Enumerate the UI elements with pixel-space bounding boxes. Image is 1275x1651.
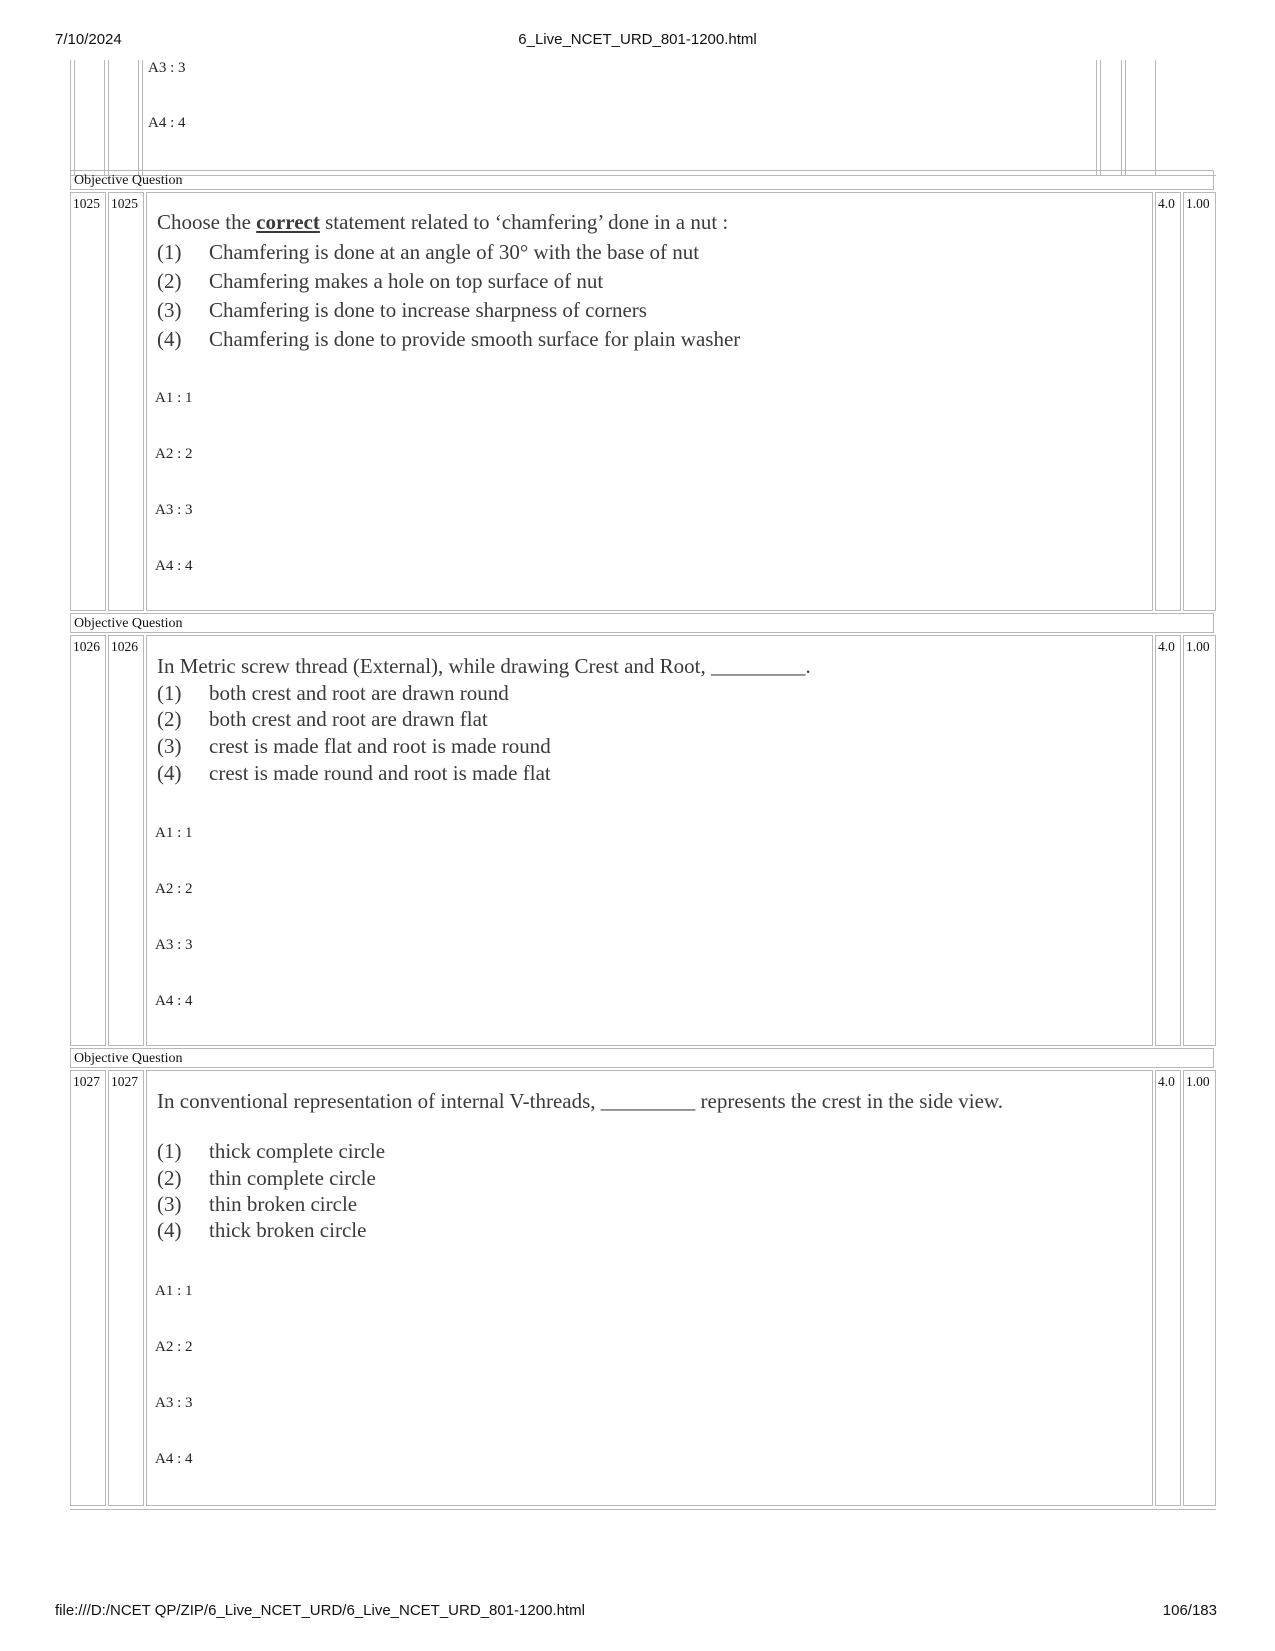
serial-number: 1027 [70,1070,106,1506]
question-stem: In Metric screw thread (External), while drawing Crest and Root, _________. [157,654,811,678]
question-stem: In conventional representation of internal V-threads, _________ represents the crest in the side view. [157,1089,1003,1113]
print-date: 7/10/2024 [55,31,122,48]
answer-option: A4 : 4 [155,1451,193,1467]
answer-option: A1 : 1 [155,825,193,841]
option: (4) Chamfering is done to provide smooth surface for plain washer [157,327,741,351]
question-body [146,635,1153,1046]
marks: 4.0 [1155,1070,1181,1506]
option: (3) thin broken circle [157,1192,358,1216]
serial-number: 1025 [70,192,106,611]
question-id: 1025 [108,192,144,611]
answer-option: A1 : 1 [155,390,193,406]
document-title: 6_Live_NCET_URD_801-1200.html [518,31,757,48]
section-label: Objective Question [70,170,1214,190]
question-sheet [70,60,1216,1592]
answer-option: A4 : 4 [155,993,193,1009]
question-stem: Choose the correct statement related to ‘chamfering’ done in a nut : [157,210,729,234]
option: (2) both crest and root are drawn flat [157,707,488,731]
section-label: Objective Question [70,613,1214,633]
negative-marks: 1.00 [1183,635,1216,1046]
question-id: 1027 [108,1070,144,1506]
option: (4) thick broken circle [157,1218,367,1242]
emphasis-text: correct [256,210,320,234]
answer-option: A2 : 2 [155,446,193,462]
answer-option: A3 : 3 [148,60,186,76]
table-bottom-border [70,1509,1216,1510]
question-row [70,1070,1216,1506]
answer-option: A2 : 2 [155,1339,193,1355]
negative-marks: 1.00 [1183,1070,1216,1506]
option: (3) crest is made flat and root is made round [157,734,551,758]
option: (2) Chamfering makes a hole on top surface of nut [157,269,604,293]
serial-number: 1026 [70,635,106,1046]
option: (4) crest is made round and root is made flat [157,761,551,785]
option: (1) thick complete circle [157,1139,386,1163]
answer-option: A2 : 2 [155,881,193,897]
answer-option: A3 : 3 [155,1395,193,1411]
answer-option: A4 : 4 [148,115,186,131]
question-row [70,635,1216,1046]
marks: 4.0 [1155,635,1181,1046]
option: (2) thin complete circle [157,1166,376,1190]
answer-option: A1 : 1 [155,1283,193,1299]
option: (1) Chamfering is done at an angle of 30° with the base of nut [157,240,700,264]
section-label: Objective Question [70,1048,1214,1068]
option: (3) Chamfering is done to increase sharpness of corners [157,298,647,322]
answer-option: A3 : 3 [155,937,193,953]
answer-option: A4 : 4 [155,558,193,574]
question-id: 1026 [108,635,144,1046]
marks: 4.0 [1155,192,1181,611]
negative-marks: 1.00 [1183,192,1216,611]
question-row [70,192,1216,611]
file-path: file:///D:/NCET QP/ZIP/6_Live_NCET_URD/6_Live_NCET_URD_801-1200.html [55,1602,585,1619]
page-number: 106/183 [1162,1602,1217,1619]
previous-question-continuation [70,60,1216,176]
question-body [146,192,1153,611]
question-body [146,1070,1153,1506]
answer-option: A3 : 3 [155,502,193,518]
option: (1) both crest and root are drawn round [157,681,509,705]
